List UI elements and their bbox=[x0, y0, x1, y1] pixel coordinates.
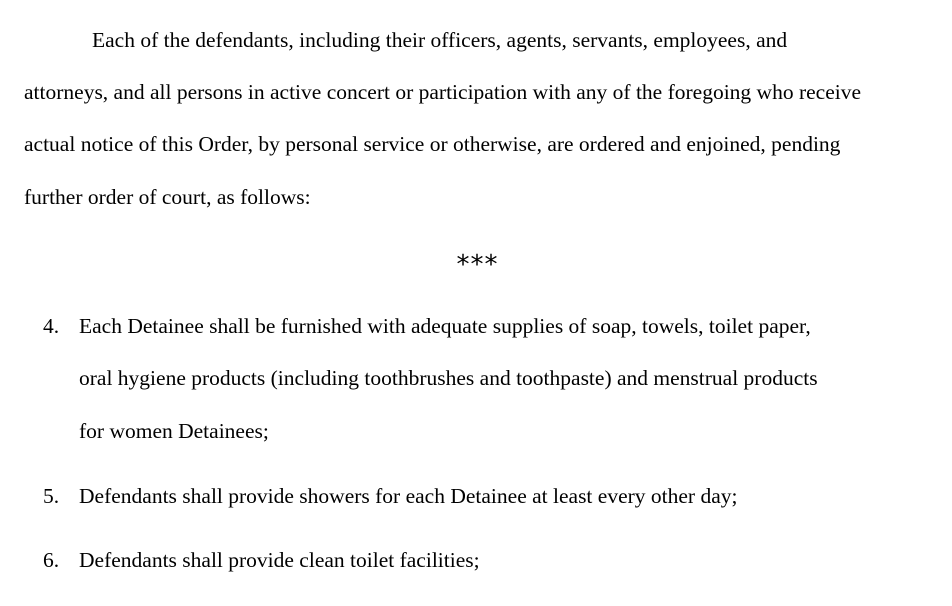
list-item-line: Defendants shall provide showers for each Detainee at least every other day; bbox=[79, 484, 738, 508]
intro-line-2: attorneys, and all persons in active concert or participation with any of the foregoing who receive bbox=[24, 80, 862, 104]
list-item-number: 4. bbox=[43, 314, 60, 338]
section-separator: *** bbox=[456, 250, 499, 280]
list-item-number: 6. bbox=[43, 548, 60, 572]
intro-line-1: Each of the defendants, including their officers, agents, servants, employees, and bbox=[92, 28, 788, 52]
intro-line-3: actual notice of this Order, by personal service or otherwise, are ordered and enjoined, pending bbox=[24, 132, 841, 156]
list-item-number: 5. bbox=[43, 484, 60, 508]
list-item-line: Defendants shall provide clean toilet facilities; bbox=[79, 548, 480, 572]
list-item-line: oral hygiene products (including toothbrushes and toothpaste) and menstrual products bbox=[79, 366, 818, 390]
list-item-line: Each Detainee shall be furnished with adequate supplies of soap, towels, toilet paper, bbox=[79, 314, 811, 338]
intro-line-4: further order of court, as follows: bbox=[24, 185, 311, 209]
list-item-line: for women Detainees; bbox=[79, 419, 269, 443]
